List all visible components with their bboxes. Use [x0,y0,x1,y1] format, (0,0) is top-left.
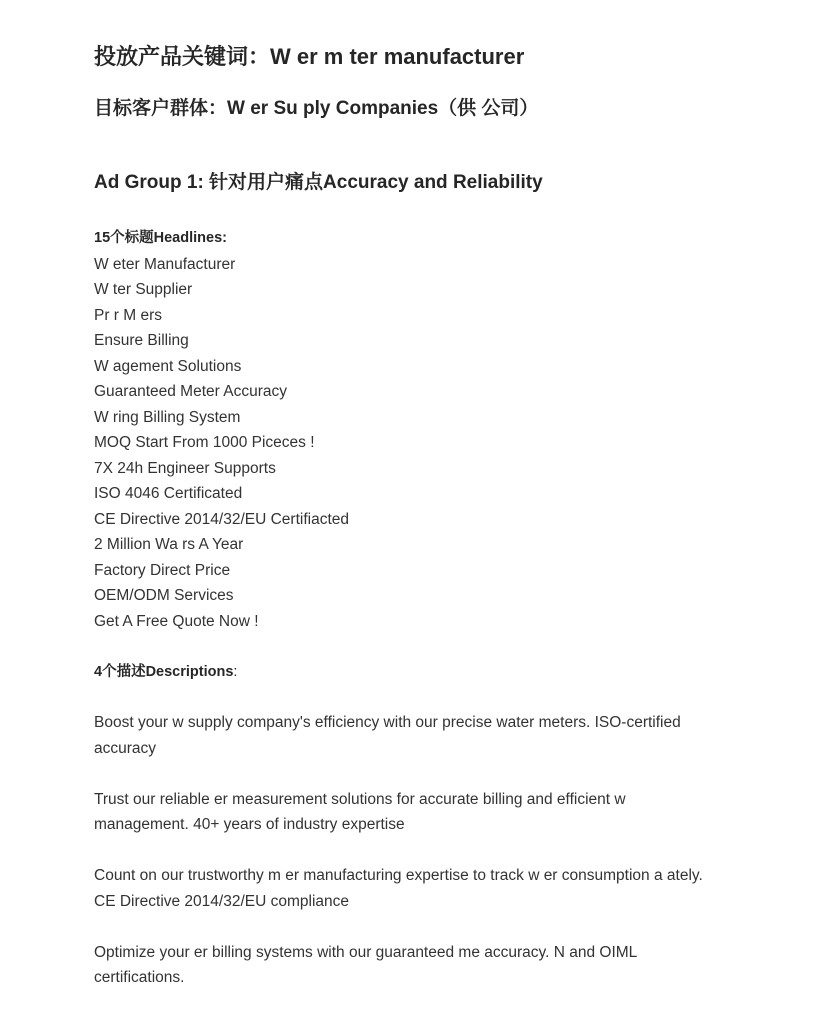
description-item: Count on our trustworthy m er manufacturing expertise to track w er consumption a ately. CE Directive 2014/32/EU compliance [94,867,703,910]
headline-item: CE Directive 2014/32/EU Certifiacted [94,510,350,528]
descriptions-title-label: 4个描述Descriptions [94,664,234,680]
description-item: Boost your w supply company's efficiency with our precise water meters. ISO-certified accuracy [94,714,681,757]
descriptions-title-colon: : [233,664,238,680]
description-item: Trust our reliable er measurement solutions for accurate billing and efficient w management. 40+ years of industry expertise [94,790,626,833]
ad-group-heading: Ad Group 1: 针对用户痛点Accuracy and Reliability [94,172,543,193]
headline-item: Guaranteed Meter Accuracy [94,383,287,400]
keyword-heading: 投放产品关键词：W er m ter manufacturer [94,44,525,69]
headline-item: W eter Manufacturer [94,255,236,273]
headline-item: W agement Solutions [94,357,242,375]
headlines-title: 15个标题Headlines: [94,230,227,246]
headline-item: Get A Free Quote Now ! [94,612,259,630]
headlines-list [94,226,349,634]
headline-item: 7X 24h Engineer Supports [94,459,276,477]
headline-item: Ensure Billing [94,332,189,349]
description-item: Optimize your er billing systems with our guaranteed me accuracy. N and OIML certifications. [94,943,637,986]
headline-item: OEM/ODM Services [94,587,234,604]
headline-item: Factory Direct Price [94,561,231,579]
headline-item: Pr r M ers [94,306,163,324]
audience-heading: 目标客户群体：W er Su ply Companies（供 公司） [94,98,539,119]
headline-item: MOQ Start From 1000 Piceces ! [94,434,315,451]
descriptions-title [94,660,237,686]
headline-item: 2 Million Wa rs A Year [94,536,244,553]
headline-item: ISO 4046 Certificated [94,485,243,502]
headline-item: W ring Billing System [94,408,241,426]
headline-item: W ter Supplier [94,281,193,298]
descriptions-list [94,710,724,1016]
